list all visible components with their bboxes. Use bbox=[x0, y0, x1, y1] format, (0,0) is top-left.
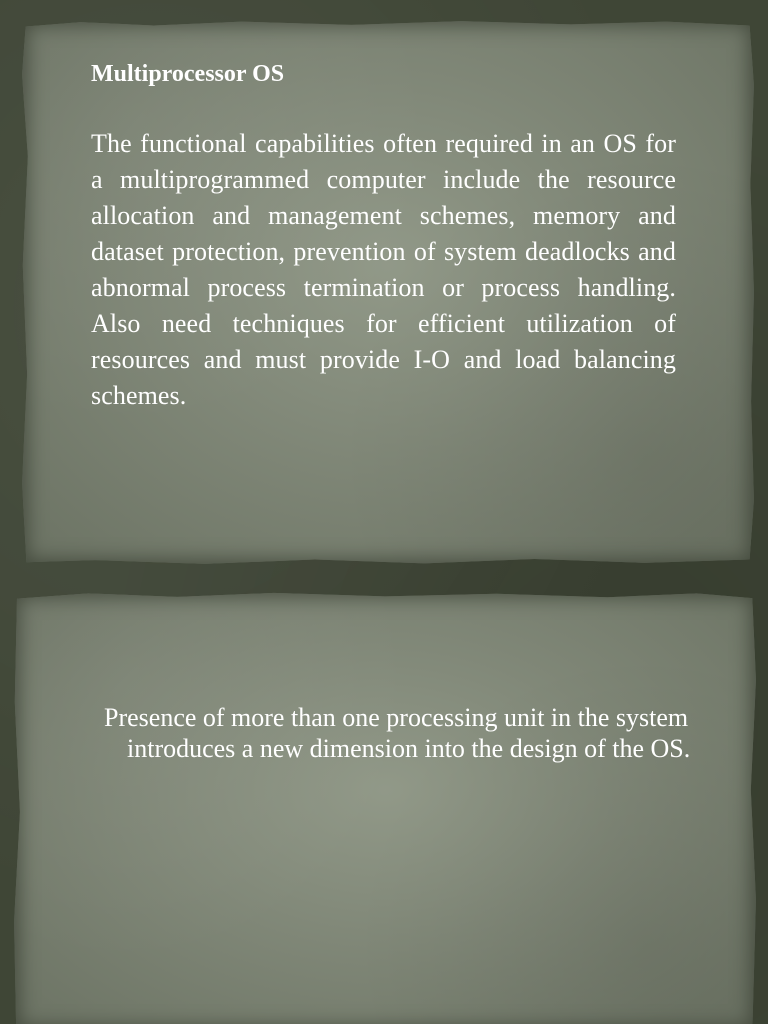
slide-heading: Multiprocessor OS bbox=[91, 61, 285, 87]
paper-texture-panel bbox=[14, 592, 756, 1024]
slide-2 bbox=[0, 580, 768, 1024]
slide-bullet-text: Presence of more than one processing unit in the system introduces a new dimension into the design of the OS. bbox=[104, 703, 691, 763]
slide-body-paragraph: The functional capabilities often required in an OS for a multiprogrammed computer include the resource allocation and management schemes, memory and dataset protection, prevention of system deadlocks and abnormal process termination or process handling. Also need techniques for efficient utilization of resources and must provide I-O and load balancing schemes. bbox=[91, 129, 676, 410]
